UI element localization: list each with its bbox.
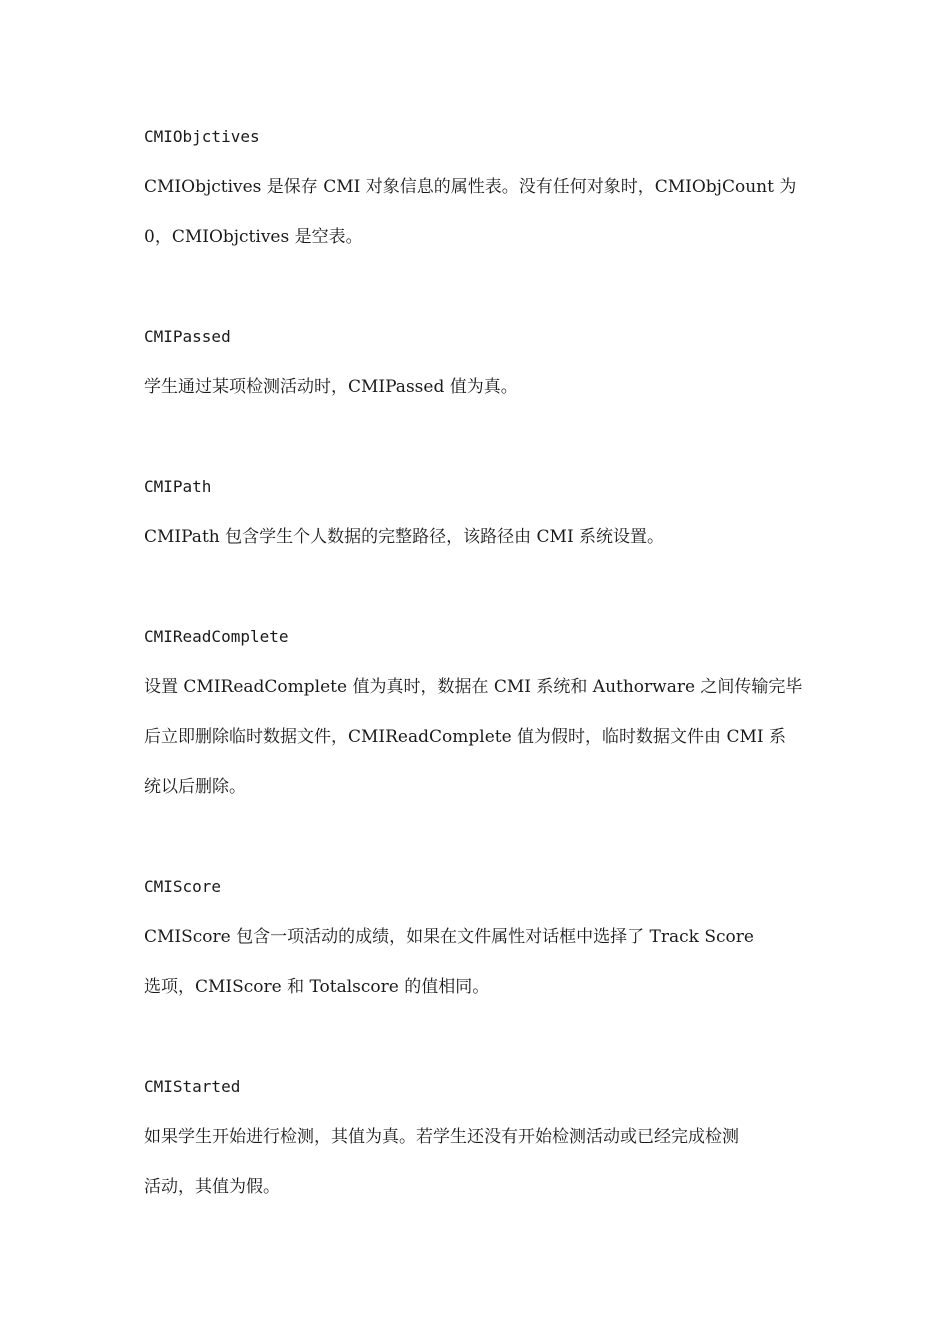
term-description xyxy=(144,1112,810,1212)
description-line: CMIPath 包含学生个人数据的完整路径，该路径由 CMI 系统设置。 xyxy=(144,527,665,547)
term-description xyxy=(144,512,810,562)
entry-cmiscore xyxy=(144,862,810,1012)
entry-cmiobjctives xyxy=(144,112,810,262)
description-line: 学生通过某项检测活动时，CMIPassed 值为真。 xyxy=(144,377,518,397)
description-line: 选项，CMIScore 和 Totalscore 的值相同。 xyxy=(144,977,490,997)
term-description xyxy=(144,662,810,812)
term-heading: CMIScore xyxy=(144,877,222,896)
description-line: CMIObjctives 是保存 CMI 对象信息的属性表。没有任何对象时，CMIObjCount 为 xyxy=(144,177,797,197)
description-line: CMIScore 包含一项活动的成绩，如果在文件属性对话框中选择了 Track Score xyxy=(144,927,754,947)
term-description xyxy=(144,912,810,1012)
term-heading: CMIReadComplete xyxy=(144,627,289,646)
term-description xyxy=(144,162,810,262)
description-line: 活动，其值为假。 xyxy=(144,1177,280,1197)
term-heading: CMIPassed xyxy=(144,327,231,346)
entry-cmireadcomplete xyxy=(144,612,810,812)
term-heading: CMIObjctives xyxy=(144,127,260,146)
term-heading: CMIStarted xyxy=(144,1077,241,1096)
description-line: 后立即删除临时数据文件，CMIReadComplete 值为假时，临时数据文件由 CMI 系 xyxy=(144,727,786,747)
description-line: 设置 CMIReadComplete 值为真时，数据在 CMI 系统和 Authorware 之间传输完毕 xyxy=(144,677,803,697)
term-description xyxy=(144,362,810,412)
term-heading: CMIPath xyxy=(144,477,212,496)
entry-cmistarted xyxy=(144,1062,810,1212)
description-line: 0，CMIObjctives 是空表。 xyxy=(144,227,363,247)
entry-cmipassed xyxy=(144,312,810,412)
description-line: 如果学生开始进行检测，其值为真。若学生还没有开始检测活动或已经完成检测 xyxy=(144,1127,739,1147)
entry-cmipath xyxy=(144,462,810,562)
document-page xyxy=(144,112,810,1262)
description-line: 统以后删除。 xyxy=(144,777,246,797)
